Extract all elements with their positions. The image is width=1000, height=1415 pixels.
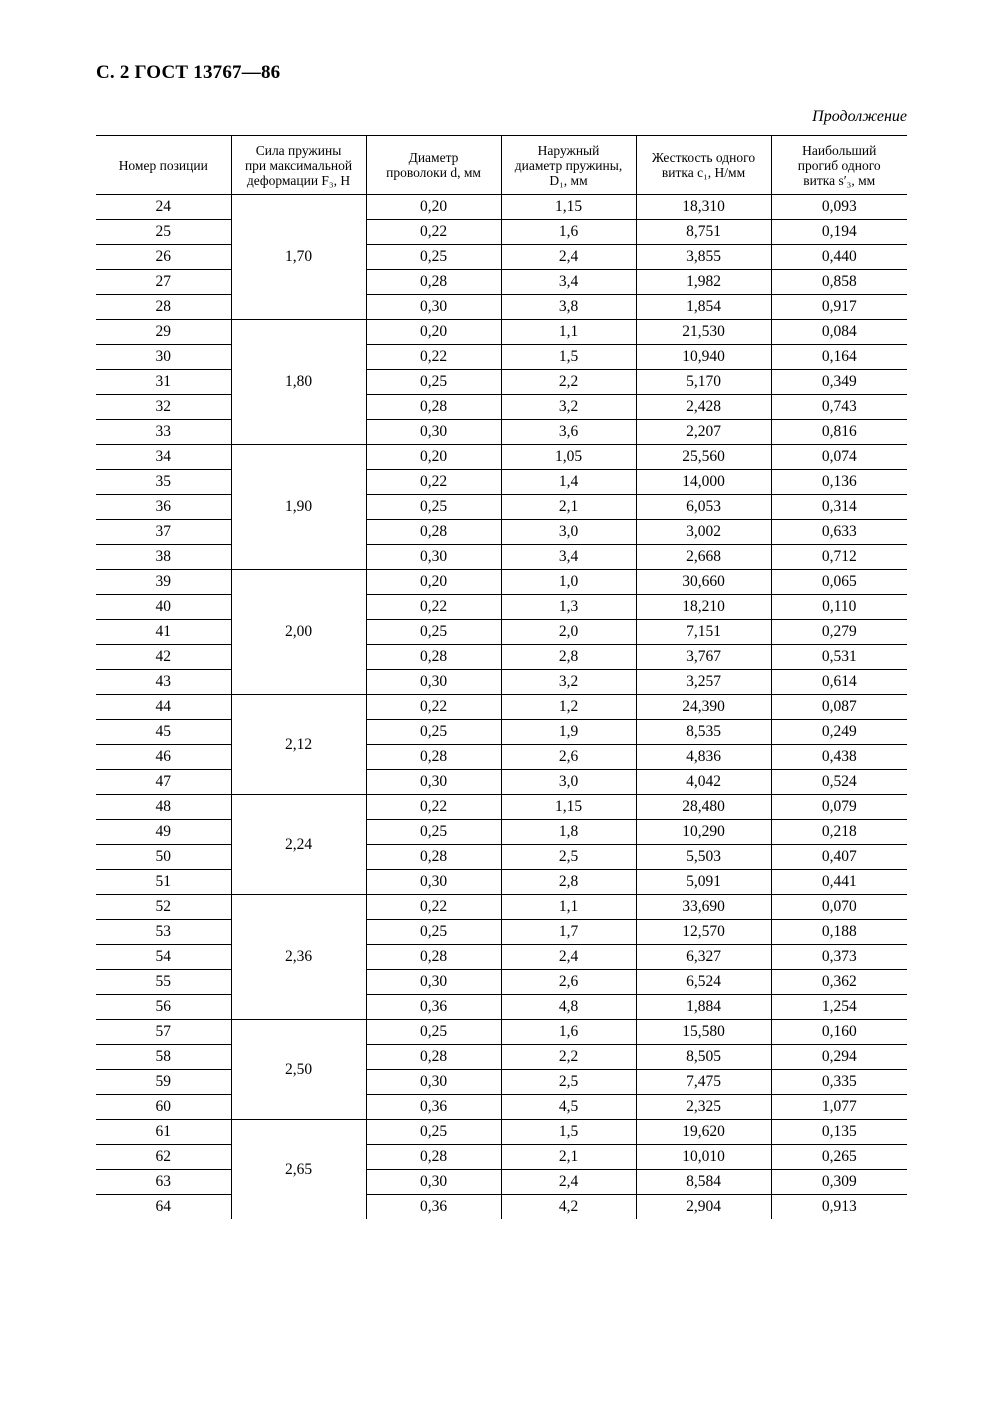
max-deflection-cell: 0,065	[771, 570, 907, 595]
table-row	[96, 745, 907, 770]
position-number-cell: 36	[96, 495, 231, 520]
table-row	[96, 995, 907, 1020]
table-row	[96, 845, 907, 870]
spring-force-cell: 1,70	[231, 195, 366, 320]
spring-force-cell: 1,90	[231, 445, 366, 570]
position-number-cell: 64	[155, 1198, 171, 1215]
wire-diameter-cell: 0,30	[366, 295, 501, 320]
coil-stiffness-cell: 3,257	[636, 670, 771, 695]
position-number-cell: 49	[96, 820, 231, 845]
coil-stiffness-cell: 3,855	[636, 245, 771, 270]
position-number-cell: 41	[96, 620, 231, 645]
position-number-cell: 34	[96, 445, 231, 470]
max-deflection-cell: 0,110	[771, 595, 907, 620]
wire-diameter-cell: 0,36	[366, 1195, 501, 1220]
outer-diameter-cell: 2,6	[501, 745, 636, 770]
table-row	[96, 345, 907, 370]
table-row	[96, 270, 907, 295]
max-deflection-cell: 0,087	[771, 695, 907, 720]
wire-diameter-cell: 0,20	[366, 570, 501, 595]
table-row	[96, 1145, 907, 1170]
position-number-cell: 62	[96, 1145, 231, 1170]
table-row	[96, 645, 907, 670]
max-deflection-cell: 0,164	[771, 345, 907, 370]
outer-diameter-cell: 1,4	[501, 470, 636, 495]
position-number-cell: 57	[96, 1020, 231, 1045]
table-row	[96, 495, 907, 520]
outer-diameter-cell: 4,8	[501, 995, 636, 1020]
max-deflection-cell: 0,913	[771, 1195, 907, 1220]
wire-diameter-cell: 0,28	[366, 270, 501, 295]
wire-diameter-cell: 0,20	[366, 445, 501, 470]
position-number-cell: 58	[96, 1045, 231, 1070]
header-line: D₁, мм	[549, 172, 588, 188]
header-line: Жесткость одного	[651, 150, 756, 165]
table-row	[96, 420, 907, 445]
coil-stiffness-cell: 15,580	[636, 1020, 771, 1045]
spring-force-header	[231, 136, 366, 195]
position-number-cell: 30	[96, 345, 231, 370]
header-line: деформации F₃, Н	[246, 172, 351, 188]
table-row	[96, 370, 907, 395]
coil-stiffness-cell: 7,151	[636, 620, 771, 645]
coil-stiffness-cell: 2,668	[636, 545, 771, 570]
table-row	[96, 520, 907, 545]
wire-diameter-cell: 0,20	[366, 320, 501, 345]
position-number-cell: 47	[96, 770, 231, 795]
outer-diameter-cell: 2,4	[501, 245, 636, 270]
outer-diameter-cell: 1,5	[501, 1120, 636, 1145]
header-line: Номер позиции	[118, 157, 208, 173]
max-deflection-cell: 0,440	[771, 245, 907, 270]
position-number-cell: 61	[96, 1120, 231, 1145]
coil-stiffness-cell: 8,751	[636, 220, 771, 245]
coil-stiffness-cell: 1,884	[636, 995, 771, 1020]
coil-stiffness-cell: 2,904	[636, 1195, 771, 1220]
outer-diameter-cell: 2,8	[501, 645, 636, 670]
wire-diameter-cell: 0,25	[366, 245, 501, 270]
position-number-cell: 31	[96, 370, 231, 395]
wire-diameter-cell: 0,20	[366, 195, 501, 220]
max-deflection-header	[771, 136, 907, 195]
max-deflection-cell: 0,743	[771, 395, 907, 420]
table-row	[96, 1045, 907, 1070]
outer-diameter-cell: 2,4	[501, 1170, 636, 1195]
coil-stiffness-cell: 10,940	[636, 345, 771, 370]
max-deflection-cell: 0,160	[771, 1020, 907, 1045]
table-row	[96, 195, 907, 220]
coil-stiffness-cell: 2,325	[636, 1095, 771, 1120]
coil-stiffness-cell: 8,505	[636, 1045, 771, 1070]
header-line: Наибольший	[802, 142, 877, 158]
max-deflection-cell: 0,917	[771, 295, 907, 320]
wire-diameter-cell: 0,28	[366, 395, 501, 420]
header-line: витка s′₃, мм	[803, 172, 876, 188]
position-number-cell: 39	[96, 570, 231, 595]
max-deflection-cell: 0,633	[771, 520, 907, 545]
wire-diameter-cell: 0,22	[366, 895, 501, 920]
coil-stiffness-cell: 4,836	[636, 745, 771, 770]
wire-diameter-cell: 0,30	[366, 770, 501, 795]
table-row	[96, 820, 907, 845]
max-deflection-cell: 0,614	[771, 670, 907, 695]
spring-force-cell: 2,36	[231, 895, 366, 1020]
wire-diameter-cell: 0,30	[366, 970, 501, 995]
coil-stiffness-cell: 28,480	[636, 795, 771, 820]
max-deflection-cell: 0,816	[771, 420, 907, 445]
position-number-cell: 44	[96, 695, 231, 720]
position-number-cell: 63	[96, 1170, 231, 1195]
max-deflection-cell: 0,531	[771, 645, 907, 670]
position-number-cell: 32	[96, 395, 231, 420]
coil-stiffness-cell: 30,660	[636, 570, 771, 595]
position-number-cell: 50	[96, 845, 231, 870]
wire-diameter-cell: 0,28	[366, 1145, 501, 1170]
position-number-cell: 52	[96, 895, 231, 920]
outer-diameter-cell: 3,0	[501, 520, 636, 545]
position-number-cell: 54	[96, 945, 231, 970]
outer-diameter-cell: 1,7	[501, 920, 636, 945]
coil-stiffness-cell: 33,690	[636, 895, 771, 920]
table-row	[96, 1020, 907, 1045]
coil-stiffness-cell: 4,042	[636, 770, 771, 795]
header-line: Наружный	[537, 142, 600, 158]
header-line: диаметр пружины,	[514, 157, 623, 173]
table-row	[96, 720, 907, 745]
outer-diameter-cell: 2,5	[501, 845, 636, 870]
max-deflection-cell: 0,074	[771, 445, 907, 470]
max-deflection-cell: 0,070	[771, 895, 907, 920]
coil-stiffness-cell: 18,210	[636, 595, 771, 620]
wire-diameter-cell: 0,22	[366, 795, 501, 820]
table-row	[96, 295, 907, 320]
coil-stiffness-cell: 2,207	[636, 420, 771, 445]
wire-diameter-cell: 0,28	[366, 945, 501, 970]
table-row	[96, 620, 907, 645]
wire-diameter-cell: 0,28	[366, 745, 501, 770]
position-number-cell: 25	[96, 220, 231, 245]
spring-parameters-table	[96, 135, 907, 1219]
position-number-cell: 42	[96, 645, 231, 670]
wire-diameter-cell: 0,25	[366, 1020, 501, 1045]
max-deflection-cell: 0,349	[771, 370, 907, 395]
outer-diameter-cell: 3,4	[501, 545, 636, 570]
wire-diameter-cell: 0,22	[366, 470, 501, 495]
table-row	[96, 945, 907, 970]
table-row	[96, 895, 907, 920]
outer-diameter-cell: 2,4	[501, 945, 636, 970]
max-deflection-cell: 0,314	[771, 495, 907, 520]
table-row	[96, 395, 907, 420]
coil-stiffness-cell: 21,530	[636, 320, 771, 345]
coil-stiffness-cell: 3,002	[636, 520, 771, 545]
table-row	[96, 1120, 907, 1145]
position-number-cell: 56	[96, 995, 231, 1020]
max-deflection-cell: 0,441	[771, 870, 907, 895]
outer-diameter-cell: 1,9	[501, 720, 636, 745]
wire-diameter-cell: 0,28	[366, 845, 501, 870]
position-number-cell: 26	[96, 245, 231, 270]
max-deflection-cell: 0,362	[771, 970, 907, 995]
table-row	[96, 320, 907, 345]
max-deflection-cell: 0,249	[771, 720, 907, 745]
max-deflection-cell: 0,438	[771, 745, 907, 770]
max-deflection-cell: 0,294	[771, 1045, 907, 1070]
outer-diameter-cell: 2,2	[501, 1045, 636, 1070]
max-deflection-cell: 0,712	[771, 545, 907, 570]
table-header-row	[96, 136, 907, 195]
outer-diameter-cell: 1,6	[501, 220, 636, 245]
position-number-cell: 55	[96, 970, 231, 995]
spring-force-cell: 1,80	[231, 320, 366, 445]
max-deflection-cell: 0,309	[771, 1170, 907, 1195]
outer-diameter-cell: 4,5	[501, 1095, 636, 1120]
spring-force-cell: 2,00	[231, 570, 366, 695]
coil-stiffness-cell: 12,570	[636, 920, 771, 945]
max-deflection-cell: 0,265	[771, 1145, 907, 1170]
table-row	[96, 595, 907, 620]
table-body	[96, 195, 907, 1220]
wire-diameter-cell: 0,25	[366, 495, 501, 520]
max-deflection-cell: 0,335	[771, 1070, 907, 1095]
coil-stiffness-cell: 19,620	[636, 1120, 771, 1145]
max-deflection-cell: 0,136	[771, 470, 907, 495]
max-deflection-cell: 0,079	[771, 795, 907, 820]
wire-diameter-cell: 0,25	[366, 920, 501, 945]
position-number-cell: 51	[96, 870, 231, 895]
coil-stiffness-cell: 8,535	[636, 720, 771, 745]
header-line: проволоки d, мм	[386, 165, 481, 180]
position-number-cell: 46	[96, 745, 231, 770]
table-row	[96, 245, 907, 270]
header-line: Диаметр	[408, 150, 459, 165]
outer-diameter-cell: 1,3	[501, 595, 636, 620]
table-row	[96, 970, 907, 995]
max-deflection-cell: 0,279	[771, 620, 907, 645]
spring-force-cell: 2,50	[231, 1020, 366, 1120]
spring-force-cell: 2,24	[231, 795, 366, 895]
wire-diameter-header	[366, 136, 501, 195]
wire-diameter-cell: 0,36	[366, 1095, 501, 1120]
wire-diameter-cell: 0,30	[366, 545, 501, 570]
position-number-cell: 48	[96, 795, 231, 820]
position-number-cell: 40	[96, 595, 231, 620]
wire-diameter-cell: 0,30	[366, 1170, 501, 1195]
wire-diameter-cell: 0,36	[366, 995, 501, 1020]
wire-diameter-cell: 0,30	[366, 1070, 501, 1095]
wire-diameter-cell: 0,22	[366, 695, 501, 720]
position-number-cell: 28	[96, 295, 231, 320]
wire-diameter-cell: 0,28	[366, 645, 501, 670]
wire-diameter-cell: 0,28	[366, 1045, 501, 1070]
wire-diameter-cell: 0,25	[366, 370, 501, 395]
wire-diameter-cell: 0,22	[366, 595, 501, 620]
table-row	[96, 695, 907, 720]
outer-diameter-cell: 3,2	[501, 395, 636, 420]
page-header: С. 2 ГОСТ 13767—86	[96, 62, 281, 83]
header-line: при максимальной	[244, 157, 353, 173]
position-number-cell: 24	[96, 195, 231, 220]
header-line: Сила пружины	[255, 142, 342, 158]
coil-stiffness-cell: 14,000	[636, 470, 771, 495]
coil-stiffness-cell: 10,290	[636, 820, 771, 845]
table-row	[96, 570, 907, 595]
outer-diameter-cell: 3,8	[501, 295, 636, 320]
wire-diameter-cell: 0,30	[366, 670, 501, 695]
coil-stiffness-cell: 6,524	[636, 970, 771, 995]
max-deflection-cell: 0,858	[771, 270, 907, 295]
outer-diameter-cell: 2,5	[501, 1070, 636, 1095]
coil-stiffness-cell: 8,584	[636, 1170, 771, 1195]
coil-stiffness-cell: 1,854	[636, 295, 771, 320]
coil-stiffness-cell: 18,310	[636, 195, 771, 220]
outer-diameter-cell: 1,15	[501, 195, 636, 220]
coil-stiffness-header	[636, 136, 771, 195]
table-row	[96, 1195, 907, 1220]
outer-diameter-cell: 1,1	[501, 895, 636, 920]
wire-diameter-cell: 0,30	[366, 870, 501, 895]
position-number-cell: 27	[96, 270, 231, 295]
coil-stiffness-cell: 25,560	[636, 445, 771, 470]
outer-diameter-cell: 2,8	[501, 870, 636, 895]
position-number-header	[96, 136, 231, 195]
position-number-cell: 35	[96, 470, 231, 495]
outer-diameter-cell: 1,5	[501, 345, 636, 370]
table-row	[96, 1095, 907, 1120]
max-deflection-cell: 0,135	[771, 1120, 907, 1145]
max-deflection-cell: 1,254	[771, 995, 907, 1020]
outer-diameter-cell: 3,6	[501, 420, 636, 445]
header-line: витка c₁, Н/мм	[661, 165, 746, 180]
outer-diameter-cell: 3,4	[501, 270, 636, 295]
table-row	[96, 920, 907, 945]
continuation-label: Продолжение	[812, 108, 907, 125]
table-row	[96, 1070, 907, 1095]
coil-stiffness-cell: 24,390	[636, 695, 771, 720]
spring-force-cell: 2,65	[231, 1120, 366, 1220]
wire-diameter-cell: 0,25	[366, 1120, 501, 1145]
max-deflection-cell: 0,188	[771, 920, 907, 945]
wire-diameter-cell: 0,25	[366, 720, 501, 745]
outer-diameter-cell: 1,2	[501, 695, 636, 720]
spring-force-cell: 2,12	[231, 695, 366, 795]
max-deflection-cell: 1,077	[771, 1095, 907, 1120]
position-number-cell: 45	[96, 720, 231, 745]
header-line: прогиб одного	[797, 157, 881, 173]
wire-diameter-cell: 0,22	[366, 345, 501, 370]
outer-diameter-cell: 1,1	[501, 320, 636, 345]
coil-stiffness-cell: 2,428	[636, 395, 771, 420]
max-deflection-cell: 0,373	[771, 945, 907, 970]
wire-diameter-cell: 0,30	[366, 420, 501, 445]
coil-stiffness-cell: 5,503	[636, 845, 771, 870]
max-deflection-cell: 0,524	[771, 770, 907, 795]
table-row	[96, 870, 907, 895]
table-row	[96, 445, 907, 470]
outer-diameter-cell: 2,1	[501, 495, 636, 520]
coil-stiffness-cell: 5,170	[636, 370, 771, 395]
outer-diameter-cell: 1,05	[501, 445, 636, 470]
outer-diameter-cell: 1,6	[501, 1020, 636, 1045]
outer-diameter-cell: 1,8	[501, 820, 636, 845]
wire-diameter-cell: 0,22	[366, 220, 501, 245]
coil-stiffness-cell: 10,010	[636, 1145, 771, 1170]
position-number-cell: 53	[96, 920, 231, 945]
max-deflection-cell: 0,407	[771, 845, 907, 870]
max-deflection-cell: 0,194	[771, 220, 907, 245]
outer-diameter-cell: 2,0	[501, 620, 636, 645]
coil-stiffness-cell: 6,327	[636, 945, 771, 970]
outer-diameter-cell: 1,0	[501, 570, 636, 595]
table-row	[96, 220, 907, 245]
position-number-cell: 60	[96, 1095, 231, 1120]
coil-stiffness-cell: 5,091	[636, 870, 771, 895]
max-deflection-cell: 0,093	[771, 195, 907, 220]
outer-diameter-cell: 2,1	[501, 1145, 636, 1170]
wire-diameter-cell: 0,28	[366, 520, 501, 545]
coil-stiffness-cell: 6,053	[636, 495, 771, 520]
outer-diameter-header	[501, 136, 636, 195]
wire-diameter-cell: 0,25	[366, 620, 501, 645]
table-row	[96, 670, 907, 695]
position-number-cell: 59	[96, 1070, 231, 1095]
max-deflection-cell: 0,218	[771, 820, 907, 845]
table-row	[96, 770, 907, 795]
wire-diameter-cell: 0,25	[366, 820, 501, 845]
outer-diameter-cell: 3,2	[501, 670, 636, 695]
outer-diameter-cell: 2,2	[501, 370, 636, 395]
position-number-cell: 38	[96, 545, 231, 570]
coil-stiffness-cell: 7,475	[636, 1070, 771, 1095]
position-number-cell: 43	[96, 670, 231, 695]
outer-diameter-cell: 4,2	[501, 1195, 636, 1220]
table-row	[96, 1170, 907, 1195]
coil-stiffness-cell: 3,767	[636, 645, 771, 670]
table-row	[96, 545, 907, 570]
position-number-cell: 29	[96, 320, 231, 345]
coil-stiffness-cell: 1,982	[636, 270, 771, 295]
outer-diameter-cell: 1,15	[501, 795, 636, 820]
max-deflection-cell: 0,084	[771, 320, 907, 345]
outer-diameter-cell: 3,0	[501, 770, 636, 795]
position-number-cell: 33	[96, 420, 231, 445]
position-number-cell: 37	[96, 520, 231, 545]
outer-diameter-cell: 2,6	[501, 970, 636, 995]
table-row	[96, 795, 907, 820]
table-row	[96, 470, 907, 495]
